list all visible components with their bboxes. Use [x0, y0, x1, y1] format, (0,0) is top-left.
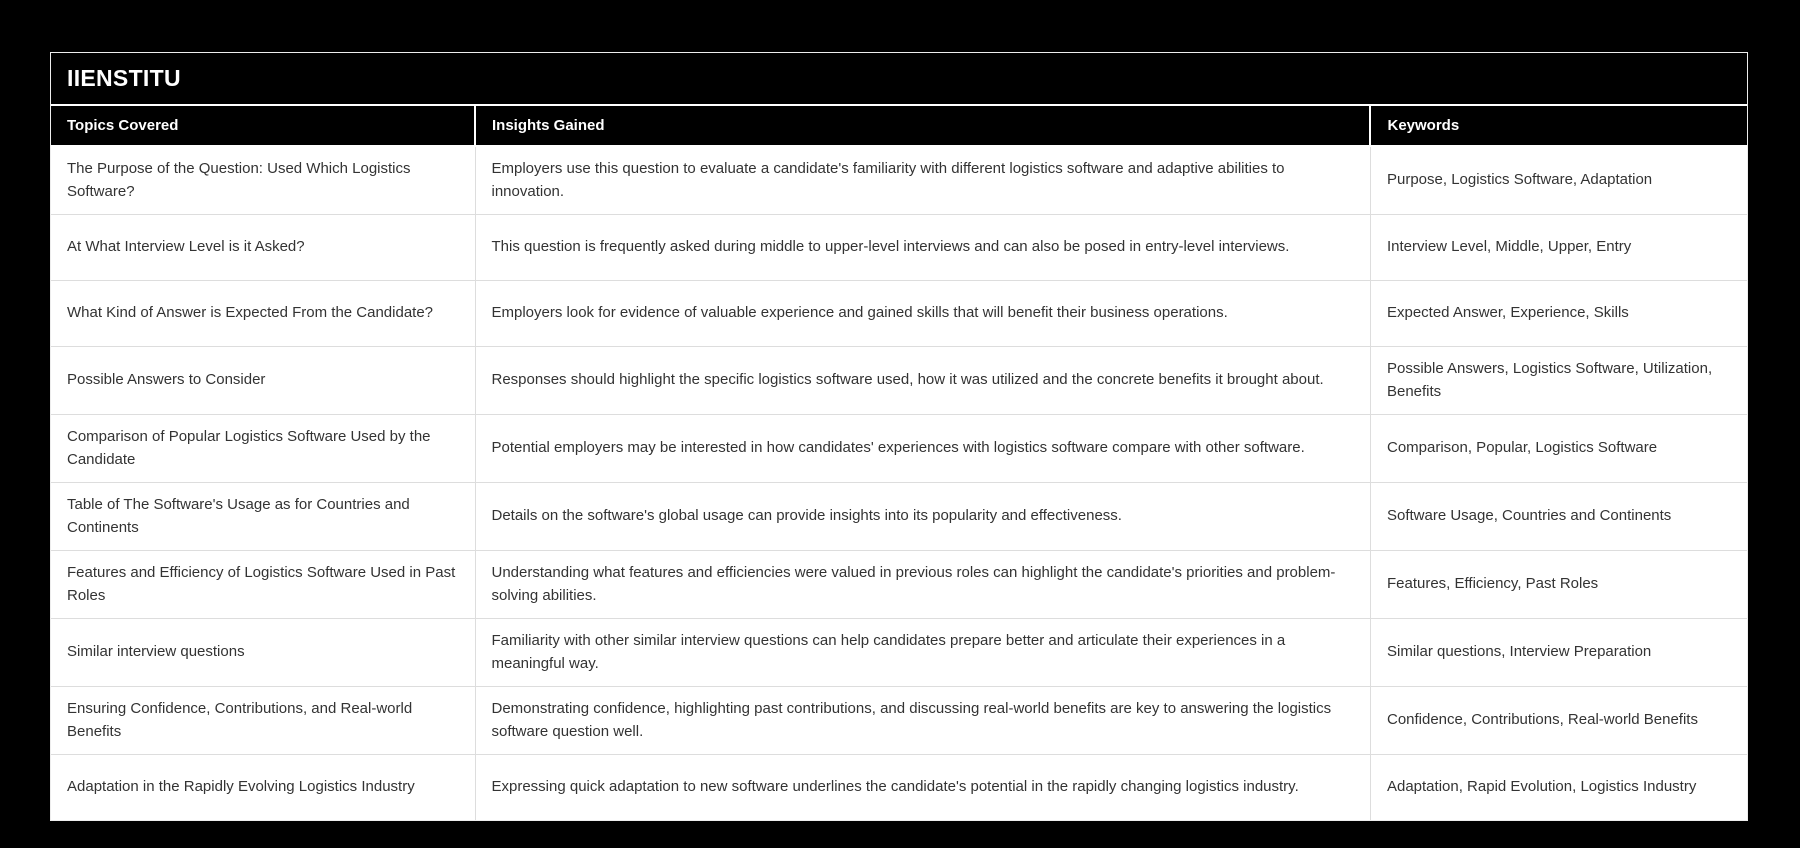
header-row [51, 106, 1747, 146]
keywords-cell: Similar questions, Interview Preparation [1370, 619, 1747, 687]
insight-cell: Employers use this question to evaluate a candidate's familiarity with different logistics software and adaptive abilities to innovation. [475, 146, 1370, 215]
page-title: IIENSTITU [51, 53, 1747, 106]
keywords-cell: Software Usage, Countries and Continents [1370, 483, 1747, 551]
table-row [51, 415, 1747, 483]
keywords-cell: Possible Answers, Logistics Software, Utilization, Benefits [1370, 347, 1747, 415]
topic-cell: Table of The Software's Usage as for Countries and Continents [51, 483, 475, 551]
table-header [51, 106, 1747, 146]
topic-cell: At What Interview Level is it Asked? [51, 215, 475, 281]
table-row [51, 215, 1747, 281]
keywords-cell: Interview Level, Middle, Upper, Entry [1370, 215, 1747, 281]
insight-cell: Expressing quick adaptation to new software underlines the candidate's potential in the rapidly changing logistics industry. [475, 755, 1370, 821]
topic-cell: Similar interview questions [51, 619, 475, 687]
insight-cell: Employers look for evidence of valuable experience and gained skills that will benefit their business operations. [475, 281, 1370, 347]
keywords-cell: Features, Efficiency, Past Roles [1370, 551, 1747, 619]
topic-cell: The Purpose of the Question: Used Which Logistics Software? [51, 146, 475, 215]
insight-cell: Demonstrating confidence, highlighting past contributions, and discussing real-world benefits are key to answering the logistics software question well. [475, 687, 1370, 755]
table-row [51, 687, 1747, 755]
keywords-cell: Confidence, Contributions, Real-world Benefits [1370, 687, 1747, 755]
table-card [50, 52, 1748, 821]
topic-cell: Possible Answers to Consider [51, 347, 475, 415]
insight-cell: Familiarity with other similar interview questions can help candidates prepare better and articulate their experiences in a meaningful way. [475, 619, 1370, 687]
column-header-topics: Topics Covered [51, 106, 475, 146]
table-row [51, 281, 1747, 347]
topic-cell: Features and Efficiency of Logistics Software Used in Past Roles [51, 551, 475, 619]
topics-insights-table [51, 106, 1747, 820]
keywords-cell: Expected Answer, Experience, Skills [1370, 281, 1747, 347]
column-header-insights: Insights Gained [475, 106, 1370, 146]
insight-cell: Details on the software's global usage can provide insights into its popularity and effectiveness. [475, 483, 1370, 551]
topic-cell: Ensuring Confidence, Contributions, and Real-world Benefits [51, 687, 475, 755]
table-row [51, 483, 1747, 551]
insight-cell: Understanding what features and efficiencies were valued in previous roles can highlight the candidate's priorities and problem-solving abilities. [475, 551, 1370, 619]
insight-cell: This question is frequently asked during middle to upper-level interviews and can also be posed in entry-level interviews. [475, 215, 1370, 281]
keywords-cell: Adaptation, Rapid Evolution, Logistics Industry [1370, 755, 1747, 821]
insight-cell: Responses should highlight the specific logistics software used, how it was utilized and the concrete benefits it brought about. [475, 347, 1370, 415]
keywords-cell: Purpose, Logistics Software, Adaptation [1370, 146, 1747, 215]
table-row [51, 146, 1747, 215]
insight-cell: Potential employers may be interested in how candidates' experiences with logistics software compare with other software. [475, 415, 1370, 483]
column-header-keywords: Keywords [1370, 106, 1747, 146]
table-row [51, 755, 1747, 821]
keywords-cell: Comparison, Popular, Logistics Software [1370, 415, 1747, 483]
topic-cell: What Kind of Answer is Expected From the Candidate? [51, 281, 475, 347]
topic-cell: Comparison of Popular Logistics Software Used by the Candidate [51, 415, 475, 483]
table-body [51, 146, 1747, 820]
topic-cell: Adaptation in the Rapidly Evolving Logistics Industry [67, 778, 415, 796]
table-row [51, 347, 1747, 415]
table-row [51, 619, 1747, 687]
table-row [51, 551, 1747, 619]
